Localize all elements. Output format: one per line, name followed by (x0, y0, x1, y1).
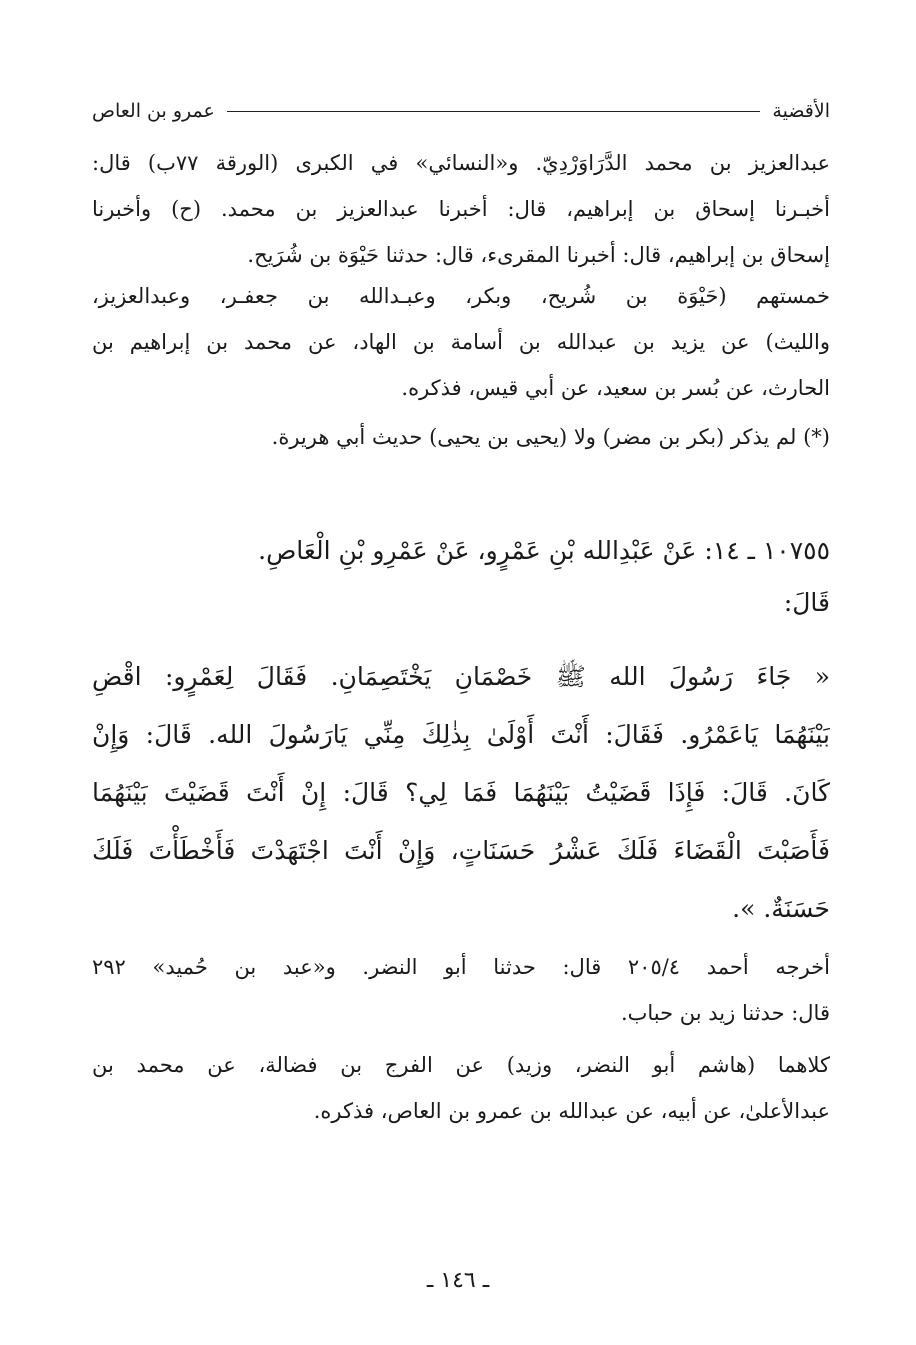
text-line: والليث) عن يزيد بن عبدالله بن أسامة بن الهاد، عن محمد بن إبراهيم بن (92, 330, 830, 354)
matn-line: فَأَصَبْتَ الْقَضَاءَ فَلَكَ عَشْرُ حَسَنَاتٍ، وَإِنْ أَنْتَ اجْتَهَدْتَ فَأَخْطَأْتَ فَلَكَ (92, 836, 830, 865)
header-section-title: عمرو بن العاص (92, 100, 215, 122)
hadith-number-and-isnad: ١٠٧٥٥ ـ ١٤: عَنْ عَبْدِالله بْنِ عَمْرٍو، عَنْ عَمْرِو بْنِ الْعَاصِ. (258, 536, 830, 565)
matn-line: بَيْنَهُمَا يَاعَمْرُو. فَقَالَ: أَنْتَ أَوْلَىٰ بِذٰلِكَ مِنِّي يَارَسُولَ الله. قَالَ: وَإِنْ (92, 720, 830, 749)
hadith-heading (92, 525, 830, 629)
matn-line: كَانَ. قَالَ: فَإِذَا قَضَيْتُ بَيْنَهُمَا فَمَا لِي؟ قَالَ: إِنْ أَنْتَ قَضَيْتَ بَيْنَهُمَا (92, 778, 830, 807)
text-line: خمستهم (حَيْوَة بن شُريح، وبكر، وعبـدالله بن جعفـر، وعبدالعزيز، (92, 284, 830, 308)
takhrij-paragraph-3 (92, 944, 830, 1036)
text-line: إسحاق بن إبراهيم، قال: أخبرنا المقرىء، قال: حدثنا حَيْوَة بن شُرَيح. (247, 243, 830, 267)
header-rule (227, 111, 761, 112)
hadith-matn (92, 648, 830, 938)
hadith-qala: قَالَ: (783, 588, 830, 617)
page-number: ـ ١٤٦ ـ (426, 1268, 490, 1293)
footnote (92, 414, 830, 460)
text-line: أخرجه أحمد ٢٠٥/٤ قال: حدثنا أبو النضر. و«عبد بن حُميد» ٢٩٢ (92, 955, 830, 979)
matn-line: « جَاءَ رَسُولَ الله ﷺ خَصْمَانِ يَخْتَصِمَانِ. فَقَالَ لِعَمْرٍو: اقْضِ (92, 662, 830, 691)
takhrij-paragraph-2 (92, 273, 830, 411)
footnote-line: (*) لم يذكر (بكر بن مضر) ولا (يحيى بن يحيى) حديث أبي هريرة. (271, 425, 830, 449)
text-line: عبدالعزيز بن محمد الدَّرَاوَرْدِيّ. و«النسائي» في الكبرى (الورقة ٧٧ب) قال: (92, 151, 830, 175)
takhrij-paragraph-4 (92, 1042, 830, 1134)
text-line: كلاهما (هاشم أبو النضر، وزيد) عن الفرج بن فضالة، عن محمد بن (92, 1053, 830, 1077)
running-header (92, 96, 830, 126)
header-chapter-title: الأقضية (772, 100, 830, 122)
text-line: قال: حدثنا زيد بن حباب. (620, 1001, 830, 1025)
text-line: أخبـرنا إسحاق بن إبراهيم، قال: أخبرنا عبدالعزيز بن محمد. (ح) وأخبرنا (92, 197, 830, 221)
text-line: الحارث، عن بُسر بن سعيد، عن أبي قيس، فذكره. (401, 376, 830, 400)
takhrij-paragraph-1 (92, 140, 830, 278)
text-line: عبدالأعلىٰ، عن أبيه، عن عبدالله بن عمرو بن العاص، فذكره. (313, 1099, 830, 1123)
matn-line: حَسَنَةٌ. ». (732, 894, 830, 923)
